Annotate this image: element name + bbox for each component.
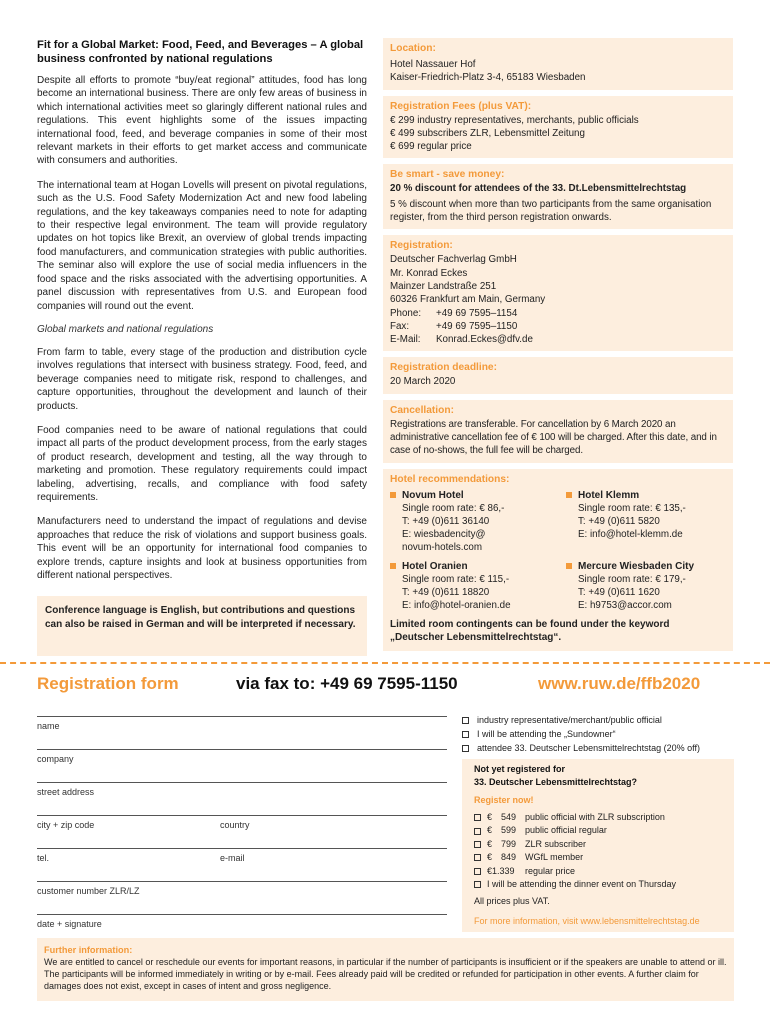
location-line: Kaiser-Friedrich-Platz 3-4, 65183 Wiesbaden bbox=[390, 72, 586, 84]
hotel-line: T: +49 (0)611 18820 bbox=[402, 586, 490, 598]
intro-paragraph-4: Food companies need to be aware of national regulations that could impact all parts of the product development process, from the early stages of product research, development and testing, all the way through to marketing and promotion. These regulatory requirements could impact labeling, advertising, recalls, and compliance with food safety requirements. bbox=[37, 424, 367, 503]
hotel-line: Single room rate: € 179,- bbox=[578, 573, 686, 585]
intro-paragraph-2: The international team at Hogan Lovells will present on pivotal regulations, such as the U.S. Food Safety Modernization Act and new food labeling regulations, and the key takeaways companies need to note for adapting to their respective legal environment. The team will provide regulatory updates on hot topics like Brexit, an overview of global trends impacting food manufacturers, and communication strategies with public authorities. The seminar also will explore the use of social media influencers in the food space and the risks associated with the advertising opportunities. A panel discussion with representatives from U.S. and European food companies will round out the event. bbox=[37, 179, 367, 312]
hotel-line: E: info@hotel-oranien.de bbox=[402, 599, 511, 611]
room-contingent-note: Limited room contingents can be found under the keyword „Deutscher Lebensmittelrechtstag“. bbox=[390, 618, 670, 644]
name-label: name bbox=[37, 721, 60, 731]
price-option[interactable] bbox=[474, 838, 722, 851]
price-amount: 549 bbox=[501, 812, 517, 822]
customer-number-label: customer number ZLR/LZ bbox=[37, 886, 140, 896]
hotel-name bbox=[390, 560, 566, 573]
price-amount: €1.339 bbox=[487, 865, 515, 876]
option-label: I will be attending the „Sundowner“ bbox=[477, 729, 616, 739]
dinner-option[interactable] bbox=[474, 878, 722, 891]
company-field[interactable] bbox=[37, 746, 447, 779]
option-checkbox[interactable] bbox=[462, 727, 734, 741]
bullet-square-icon bbox=[390, 563, 396, 569]
phone-label: Phone: bbox=[390, 307, 422, 319]
street-label: street address bbox=[37, 787, 95, 797]
hotel-name-text: Hotel Oranien bbox=[402, 560, 468, 572]
price-desc: regular price bbox=[525, 865, 576, 876]
currency: € bbox=[487, 825, 493, 836]
event-title: Fit for a Global Market: Food, Feed, and Beverages – A global business confronted by national regulations bbox=[37, 39, 364, 65]
combo-offer-box bbox=[462, 759, 734, 932]
contact-line: Mr. Konrad Eckes bbox=[390, 267, 468, 279]
price-option[interactable] bbox=[474, 865, 722, 878]
cut-line-divider bbox=[0, 662, 770, 664]
intro-paragraph-5: Manufacturers need to understand the impact of regulations and devise approaches that reduce the risk of violations and support business goals. This event will be an opportunity for international food companies to explore trends, capture insights and look at business opportunities from different national perspectives. bbox=[37, 516, 367, 581]
hotel-card bbox=[390, 560, 566, 612]
checkbox-icon[interactable] bbox=[474, 841, 481, 848]
hotel-card bbox=[566, 560, 726, 612]
hotel-name bbox=[566, 560, 726, 573]
bullet-square-icon bbox=[390, 492, 396, 498]
cancellation-heading: Cancellation: bbox=[390, 404, 454, 416]
location-line: Hotel Nassauer Hof bbox=[390, 59, 476, 70]
contact-line: Mainzer Landstraße 251 bbox=[390, 280, 497, 292]
hotel-name bbox=[390, 489, 566, 502]
further-information-heading: Further information: bbox=[44, 945, 133, 955]
hotel-line: T: +49 (0)611 5820 bbox=[578, 515, 660, 527]
hotel-line: novum-hotels.com bbox=[402, 541, 483, 553]
discount-box bbox=[383, 164, 733, 229]
registration-contact-box bbox=[383, 235, 733, 351]
fees-heading: Registration Fees (plus VAT): bbox=[390, 100, 532, 112]
hotel-grid bbox=[390, 489, 726, 618]
cancellation-box bbox=[383, 400, 733, 463]
price-desc: ZLR subscriber bbox=[525, 838, 587, 849]
signature-label: date + signature bbox=[37, 919, 102, 929]
phone-row bbox=[390, 307, 726, 320]
website-link[interactable]: www.ruw.de/ffb2020 bbox=[538, 674, 701, 693]
country-label: country bbox=[220, 820, 250, 830]
deadline-heading: Registration deadline: bbox=[390, 362, 497, 374]
language-note: Conference language is English, but contributions and questions can also be raised in German and will be interpreted if necessary. bbox=[37, 596, 367, 656]
price-option[interactable] bbox=[474, 824, 722, 837]
price-option[interactable] bbox=[474, 811, 722, 824]
hotel-line: Single room rate: € 135,- bbox=[578, 502, 686, 514]
hotel-line: T: +49 (0)611 36140 bbox=[402, 515, 490, 527]
checkbox-icon[interactable] bbox=[474, 881, 481, 888]
hotel-line: Single room rate: € 115,- bbox=[402, 573, 510, 585]
intro-paragraph-3: From farm to table, every stage of the production and distribution cycle involves regulations that intersect with business strategy. Food, feed, and beverage companies need to mitigate risk, respond to challenges, and capture opportunities, throughout the development and launch of their products. bbox=[37, 346, 367, 412]
hotel-line: Single room rate: € 86,- bbox=[402, 502, 505, 514]
checkbox-icon[interactable] bbox=[474, 868, 481, 875]
hotel-line: E: info@hotel-klemm.de bbox=[578, 528, 683, 540]
currency: € bbox=[487, 852, 493, 863]
discount-heading: Be smart - save money: bbox=[390, 169, 505, 181]
checkbox-icon[interactable] bbox=[474, 854, 481, 861]
fax-row bbox=[390, 320, 726, 333]
combo-heading-1: Not yet registered for bbox=[474, 764, 566, 774]
bullet-square-icon bbox=[566, 492, 572, 498]
option-label: industry representative/merchant/public official bbox=[477, 715, 662, 725]
further-information-box bbox=[37, 938, 734, 1001]
company-label: company bbox=[37, 754, 74, 764]
hotel-line: E: wiesbadencity@ bbox=[402, 528, 486, 540]
email-label: e-mail bbox=[220, 853, 245, 863]
hotel-name-text: Hotel Klemm bbox=[578, 489, 640, 501]
name-field[interactable] bbox=[37, 713, 447, 746]
intro-paragraph-1: Despite all efforts to promote “buy/eat regional” attitudes, food has long become an international business. There are only few areas of business in which international activities meet so glaringly different national rules and regulations. This event highlights some of the issues impacting international food, feed, and beverage companies in some of their most relevant markets in their efforts to get market access and communicate with consumers and authorities. bbox=[37, 75, 367, 167]
more-info-link[interactable]: For more information, visit www.lebensmittelrechtstag.de bbox=[474, 916, 700, 927]
phone-value: +49 69 7595–1154 bbox=[436, 307, 518, 319]
fax-label: Fax: bbox=[390, 320, 410, 332]
discount-text: 5 % discount when more than two participants from the same organisation register, from the third person registration onwards. bbox=[390, 198, 712, 224]
discount-main: 20 % discount for attendees of the 33. Dt.Lebensmittelrechtstag bbox=[390, 183, 687, 195]
hotel-card bbox=[566, 489, 726, 554]
street-field[interactable] bbox=[37, 779, 447, 812]
tel-label: tel. bbox=[37, 853, 50, 863]
currency: € bbox=[487, 838, 493, 849]
hotel-name-text: Mercure Wiesbaden City bbox=[578, 560, 695, 572]
registration-form-title: Registration form bbox=[37, 674, 179, 693]
info-column bbox=[383, 38, 733, 657]
contact-line: Deutscher Fachverlag GmbH bbox=[390, 254, 517, 266]
checkbox-icon[interactable] bbox=[474, 814, 481, 821]
price-option[interactable] bbox=[474, 851, 722, 864]
intro-column bbox=[37, 38, 367, 582]
deadline-value: 20 March 2020 bbox=[390, 376, 456, 388]
option-checkbox[interactable] bbox=[462, 741, 734, 755]
cancellation-text: Registrations are transferable. For cancellation by 6 March 2020 an administrative cancellation fee of € 100 will be charged. After this date, and in case of no-shows, the full fee will be charged. bbox=[390, 418, 717, 457]
dinner-desc: I will be attending the dinner event on Thursday bbox=[487, 879, 676, 890]
combo-heading-2: 33. Deutscher Lebensmittelrechtstag? bbox=[474, 777, 638, 787]
bullet-square-icon bbox=[566, 563, 572, 569]
hotels-heading: Hotel recommendations: bbox=[390, 473, 510, 485]
contact-line: 60326 Frankfurt am Main, Germany bbox=[390, 294, 546, 306]
price-amount: 799 bbox=[501, 838, 517, 849]
option-label: attendee 33. Deutscher Lebensmittelrechtstag (20% off) bbox=[477, 743, 700, 753]
vat-note: All prices plus VAT. bbox=[474, 896, 550, 907]
further-information-text: We are entitled to cancel or reschedule our events for important reasons, in particular if the number of participants is insufficient or if the speakers are unable to attend or ill. The participants will be informed immediately in writing or by e-mail. Fees already paid will be credited or refunded for participation in other events. A further claim for damages does not exist, except in cases of intent and gross negligence. bbox=[44, 957, 727, 992]
fee-line: € 299 industry representatives, merchants, public officials bbox=[390, 114, 639, 126]
hotel-line: E: h9753@accor.com bbox=[578, 599, 672, 611]
registration-heading: Registration: bbox=[390, 240, 453, 252]
hotels-box bbox=[383, 469, 733, 651]
registration-fields bbox=[37, 713, 447, 944]
location-heading: Location: bbox=[390, 43, 436, 54]
register-now-label: Register now! bbox=[474, 795, 534, 805]
currency: € bbox=[487, 812, 493, 822]
fee-line: € 699 regular price bbox=[390, 141, 472, 153]
fees-box bbox=[383, 96, 733, 159]
fax-number-heading: via fax to: +49 69 7595-1150 bbox=[236, 674, 458, 693]
fee-line: € 499 subscribers ZLR, Lebensmittel Zeitung bbox=[390, 127, 585, 139]
price-desc: public official regular bbox=[525, 825, 607, 836]
hotel-card bbox=[390, 489, 566, 554]
location-box bbox=[383, 38, 733, 90]
checkbox-icon[interactable] bbox=[462, 717, 469, 724]
checkbox-icon[interactable] bbox=[474, 828, 481, 835]
tel-email-field[interactable] bbox=[37, 845, 447, 878]
price-desc: public official with ZLR subscription bbox=[525, 812, 665, 822]
option-checkbox[interactable] bbox=[462, 713, 734, 727]
checkbox-icon[interactable] bbox=[462, 745, 469, 752]
section-subtitle: Global markets and national regulations bbox=[37, 323, 214, 335]
deadline-box bbox=[383, 357, 733, 393]
city-country-field[interactable] bbox=[37, 812, 447, 845]
price-amount: 599 bbox=[501, 825, 517, 836]
price-desc: WGfL member bbox=[525, 852, 584, 863]
registration-options bbox=[462, 713, 734, 932]
hotel-line: T: +49 (0)611 1620 bbox=[578, 586, 660, 598]
hotel-name bbox=[566, 489, 726, 502]
hotel-name-text: Novum Hotel bbox=[402, 489, 464, 501]
email-value[interactable]: Konrad.Eckes@dfv.de bbox=[436, 334, 533, 346]
price-amount: 849 bbox=[501, 852, 517, 863]
city-label: city + zip code bbox=[37, 820, 95, 830]
fax-value: +49 69 7595–1150 bbox=[436, 320, 518, 332]
customer-number-field[interactable] bbox=[37, 878, 447, 911]
email-row bbox=[390, 333, 726, 346]
email-label: E-Mail: bbox=[390, 334, 421, 346]
checkbox-icon[interactable] bbox=[462, 731, 469, 738]
